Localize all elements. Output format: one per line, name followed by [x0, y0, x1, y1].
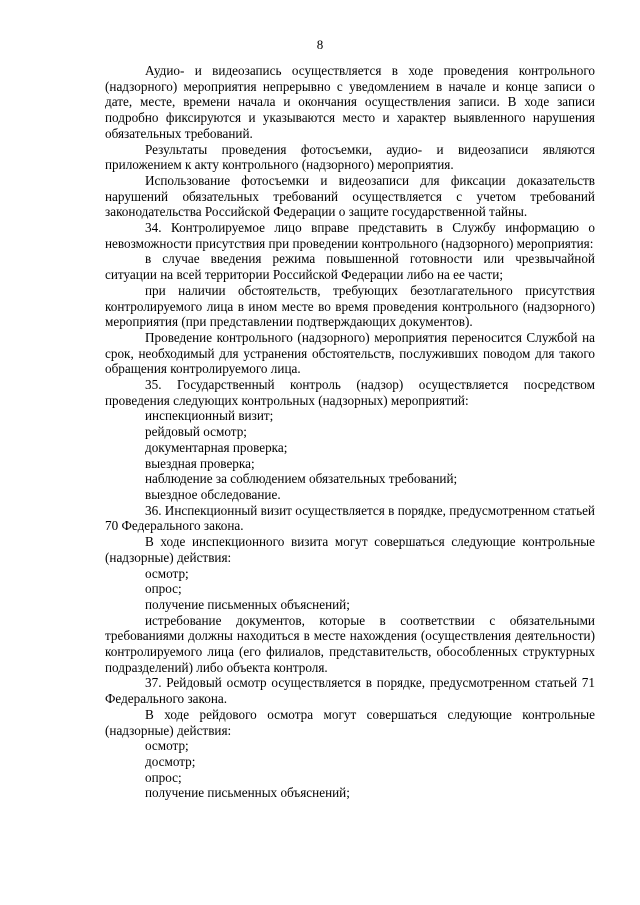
list-item: опрос; — [145, 581, 182, 597]
document-body — [105, 63, 595, 801]
list-item: выездное обследование. — [145, 486, 281, 502]
paragraph-audio-video-recording: Аудио- и видеозапись осуществляется в ходе проведения контрольного (надзорного) мероприятия непрерывно с уведомлением в начале и конце записи о дате, месте, времени начала и окончания осуществления записи. В ходе записи подробно фиксируются и указываются место и характер выявленного нарушения обязательных требований. — [105, 63, 595, 141]
list-item: рейдовый осмотр; — [145, 424, 247, 440]
paragraph-postponement: Проведение контрольного (надзорного) мероприятия переносится Службой на срок, необходимый для устранения обстоятельств, послуживших поводом для такого обращения контролируемого лица. — [105, 329, 595, 377]
list-item: выездная проверка; — [145, 455, 255, 471]
paragraph-urgent-presence: при наличии обстоятельств, требующих безотлагательного присутствия контролируемого лица в ином месте во время проведения контрольного (надзорного) мероприятия (при представлении подтверждающих документов). — [105, 282, 595, 330]
paragraph-item-34: 34. Контролируемое лицо вправе представить в Службу информацию о невозможности присутствия при проведении контрольного (надзорного) мероприятия: — [105, 220, 595, 251]
list-item: осмотр; — [145, 565, 189, 581]
list-item: осмотр; — [145, 738, 189, 754]
paragraph-item-35: 35. Государственный контроль (надзор) осуществляется посредством проведения следующих контрольных (надзорных) мероприятий: — [105, 377, 595, 408]
list-item: получение письменных объяснений; — [145, 596, 350, 612]
list-item: получение письменных объяснений; — [145, 785, 350, 801]
list-item: инспекционный визит; — [145, 408, 274, 424]
list-item: наблюдение за соблюдением обязательных требований; — [145, 471, 458, 487]
paragraph-state-secret: Использование фотосъемки и видеозаписи для фиксации доказательств нарушений обязательных требований осуществляется с учетом требований законодательства Российской Федерации о защите государственной тайны. — [105, 172, 595, 220]
paragraph-raid-actions: В ходе рейдового осмотра могут совершаться следующие контрольные (надзорные) действия: — [105, 706, 595, 738]
paragraph-emergency-case: в случае введения режима повышенной готовности или чрезвычайной ситуации на всей территории Российской Федерации либо на ее части; — [105, 251, 595, 283]
list-item: досмотр; — [145, 753, 196, 769]
list-item: истребование документов, которые в соответствии с обязательными требованиями должны находиться в месте нахождения (осуществления деятельности) контролируемого лица (его филиалов, представительств, обособленных структурных подразделений) либо объекта контроля. — [105, 612, 595, 675]
list-item: документарная проверка; — [145, 439, 288, 455]
paragraph-item-37: 37. Рейдовый осмотр осуществляется в порядке, предусмотренном статьей 71 Федерального закона. — [105, 675, 595, 707]
paragraph-recording-results: Результаты проведения фотосъемки, аудио- и видеозаписи являются приложением к акту контрольного (надзорного) мероприятия. — [105, 141, 595, 173]
paragraph-inspection-actions: В ходе инспекционного визита могут совершаться следующие контрольные (надзорные) действия: — [105, 534, 595, 565]
list-item: опрос; — [145, 769, 182, 785]
page-number: 8 — [316, 37, 324, 52]
paragraph-item-36: 36. Инспекционный визит осуществляется в порядке, предусмотренном статьей 70 Федерального закона. — [105, 502, 595, 534]
